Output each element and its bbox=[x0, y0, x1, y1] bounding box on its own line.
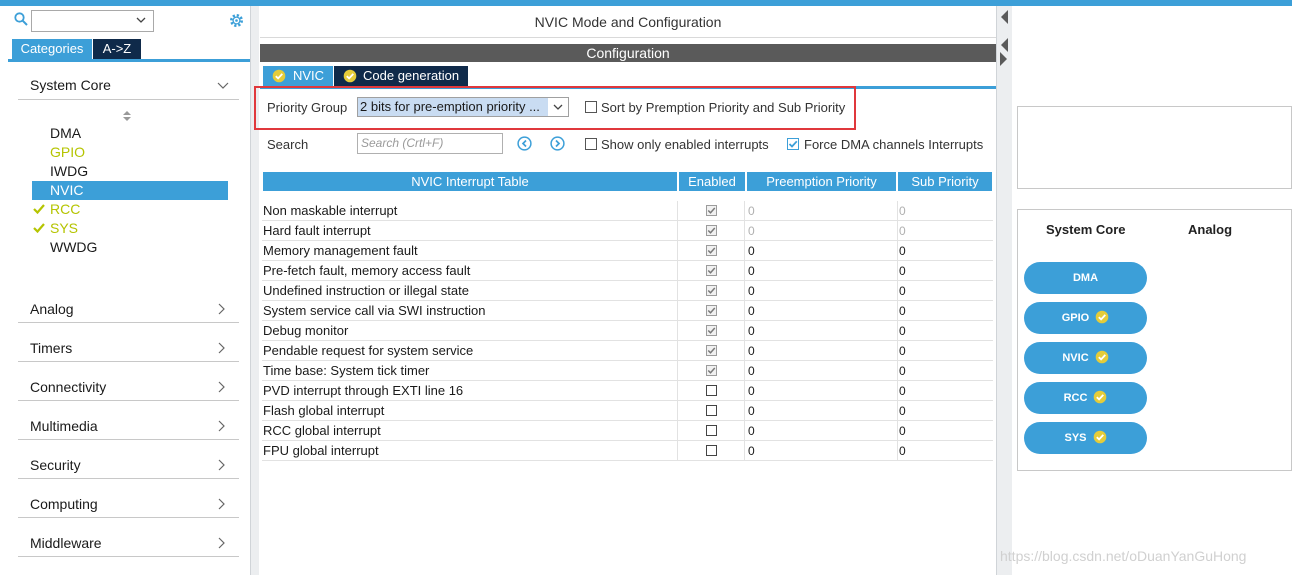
chevron-right-icon bbox=[215, 498, 227, 510]
check-circle-icon bbox=[343, 69, 357, 83]
component-search-input[interactable] bbox=[31, 10, 154, 32]
tab-nvic[interactable] bbox=[263, 66, 333, 86]
core-item-dma[interactable] bbox=[32, 124, 228, 143]
chevron-down-icon[interactable] bbox=[135, 14, 147, 26]
preemption-priority-cell[interactable]: 0 bbox=[744, 361, 897, 381]
interrupt-name: PVD interrupt through EXTI line 16 bbox=[263, 383, 464, 398]
tab-label: NVIC bbox=[293, 68, 325, 83]
enabled-cell bbox=[677, 241, 744, 261]
sub-priority-cell[interactable]: 0 bbox=[897, 241, 993, 261]
system-core-heading: System Core bbox=[1046, 222, 1126, 237]
enabled-checkbox bbox=[706, 365, 717, 376]
enabled-checkbox[interactable] bbox=[706, 405, 717, 416]
chevron-right-icon bbox=[215, 342, 227, 354]
enabled-cell bbox=[677, 441, 744, 461]
preemption-priority-cell[interactable]: 0 bbox=[744, 381, 897, 401]
preemption-priority-cell[interactable]: 0 bbox=[744, 321, 897, 341]
interrupt-name: Pendable request for system service bbox=[263, 343, 474, 358]
column-header-interrupt[interactable]: NVIC Interrupt Table bbox=[263, 172, 677, 191]
chevron-down-icon bbox=[217, 79, 229, 91]
collapse-left-icon[interactable] bbox=[1000, 10, 1008, 24]
interrupt-name: Non maskable interrupt bbox=[263, 203, 398, 218]
pill-label: GPIO bbox=[1061, 312, 1090, 324]
sub-priority-cell: 0 bbox=[897, 221, 993, 241]
collapse-left-icon[interactable] bbox=[1000, 38, 1008, 52]
interrupt-search-input[interactable]: Search (Crtl+F) bbox=[357, 133, 503, 154]
interrupt-name: Undefined instruction or illegal state bbox=[263, 283, 469, 298]
category-label: Connectivity bbox=[30, 379, 107, 395]
interrupt-name: Pre-fetch fault, memory access fault bbox=[263, 263, 471, 278]
check-icon bbox=[707, 366, 716, 375]
pill-label: SYS bbox=[1064, 432, 1087, 444]
category-label: Analog bbox=[30, 301, 74, 317]
sub-priority-cell[interactable]: 0 bbox=[897, 321, 993, 341]
analog-heading: Analog bbox=[1188, 222, 1233, 237]
interrupt-name: RCC global interrupt bbox=[263, 423, 381, 438]
preemption-priority-cell[interactable]: 0 bbox=[744, 341, 897, 361]
table-row[interactable] bbox=[262, 221, 993, 241]
column-header-sub-priority[interactable]: Sub Priority bbox=[898, 172, 992, 191]
previous-icon[interactable] bbox=[517, 136, 532, 151]
interrupt-name: Flash global interrupt bbox=[263, 403, 385, 418]
tab-categories[interactable]: Categories bbox=[12, 39, 92, 59]
table-row[interactable] bbox=[262, 341, 993, 361]
enabled-checkbox[interactable] bbox=[706, 425, 717, 436]
interrupt-name: Hard fault interrupt bbox=[263, 223, 371, 238]
interrupt-name: Time base: System tick timer bbox=[263, 363, 430, 378]
table-row[interactable] bbox=[262, 421, 993, 441]
tab-label: Code generation bbox=[363, 68, 460, 83]
core-item-label: DMA bbox=[50, 125, 82, 141]
check-icon bbox=[707, 206, 716, 215]
preemption-priority-cell[interactable]: 0 bbox=[744, 241, 897, 261]
check-circle-icon bbox=[1095, 350, 1109, 364]
table-row[interactable] bbox=[262, 301, 993, 321]
interrupt-name: Memory management fault bbox=[263, 243, 418, 258]
enabled-checkbox[interactable] bbox=[706, 385, 717, 396]
enabled-checkbox bbox=[706, 285, 717, 296]
column-header-enabled[interactable]: Enabled bbox=[679, 172, 745, 191]
check-circle-icon bbox=[1093, 390, 1107, 404]
check-circle-icon bbox=[272, 69, 286, 83]
core-item-rcc[interactable] bbox=[32, 200, 228, 219]
table-row[interactable] bbox=[262, 361, 993, 381]
show-enabled-label: Show only enabled interrupts bbox=[601, 137, 769, 152]
force-dma-label: Force DMA channels Interrupts bbox=[804, 137, 984, 152]
enabled-cell bbox=[677, 301, 744, 321]
system-pill-gpio[interactable] bbox=[1024, 302, 1147, 334]
chevron-right-icon bbox=[215, 459, 227, 471]
enabled-cell bbox=[677, 281, 744, 301]
check-icon bbox=[707, 326, 716, 335]
core-item-label: WWDG bbox=[50, 239, 98, 255]
preemption-priority-cell[interactable]: 0 bbox=[744, 441, 897, 461]
enabled-cell bbox=[677, 261, 744, 281]
table-row[interactable] bbox=[262, 261, 993, 281]
force-dma-checkbox[interactable] bbox=[787, 138, 799, 150]
core-item-label: IWDG bbox=[50, 163, 89, 179]
check-circle-icon bbox=[1095, 310, 1109, 324]
core-item-wwdg[interactable] bbox=[32, 238, 228, 257]
pill-label: RCC bbox=[1063, 392, 1088, 404]
interrupt-name: System service call via SWI instruction bbox=[263, 303, 486, 318]
next-icon[interactable] bbox=[550, 136, 565, 151]
table-row[interactable] bbox=[262, 381, 993, 401]
enabled-cell bbox=[677, 381, 744, 401]
priority-group-select[interactable] bbox=[357, 97, 569, 117]
chevron-right-icon bbox=[215, 537, 227, 549]
table-row[interactable] bbox=[262, 321, 993, 341]
category-analog[interactable] bbox=[18, 295, 239, 323]
tab-a-z[interactable]: A->Z bbox=[93, 39, 141, 59]
enabled-checkbox bbox=[706, 225, 717, 236]
enabled-checkbox bbox=[706, 265, 717, 276]
tab-underline bbox=[8, 59, 250, 62]
tab-code-generation[interactable] bbox=[334, 66, 468, 86]
table-row[interactable] bbox=[262, 281, 993, 301]
gear-icon[interactable] bbox=[228, 12, 245, 29]
category-system-core[interactable] bbox=[18, 70, 239, 100]
interrupt-name: Debug monitor bbox=[263, 323, 349, 338]
enabled-cell bbox=[677, 201, 744, 221]
chevron-down-icon[interactable] bbox=[552, 101, 564, 113]
enabled-cell bbox=[677, 221, 744, 241]
check-icon bbox=[32, 221, 46, 235]
system-pill-rcc[interactable] bbox=[1024, 382, 1147, 414]
interrupt-name: FPU global interrupt bbox=[263, 443, 379, 458]
collapse-right-icon[interactable] bbox=[1000, 52, 1008, 66]
enabled-cell bbox=[677, 341, 744, 361]
check-icon bbox=[707, 266, 716, 275]
preemption-priority-cell[interactable]: 0 bbox=[744, 421, 897, 441]
pinout-preview-panel bbox=[1017, 106, 1292, 189]
configuration-bar: Configuration bbox=[260, 44, 996, 62]
enabled-checkbox bbox=[706, 325, 717, 336]
system-pill-sys[interactable] bbox=[1024, 422, 1147, 454]
pill-label: NVIC bbox=[1062, 352, 1089, 364]
watermark: https://blog.csdn.net/oDuanYanGuHong bbox=[1000, 548, 1247, 564]
check-icon bbox=[707, 246, 716, 255]
right-splitter[interactable] bbox=[996, 6, 1012, 575]
sub-priority-cell: 0 bbox=[897, 201, 993, 221]
category-middleware[interactable] bbox=[18, 529, 239, 557]
preemption-priority-cell[interactable]: 0 bbox=[744, 401, 897, 421]
check-icon bbox=[707, 226, 716, 235]
preemption-priority-cell[interactable]: 0 bbox=[744, 301, 897, 321]
check-icon bbox=[707, 346, 716, 355]
preemption-priority-cell: 0 bbox=[744, 201, 897, 221]
preemption-priority-cell: 0 bbox=[744, 221, 897, 241]
chevron-right-icon bbox=[215, 303, 227, 315]
category-security[interactable] bbox=[18, 451, 239, 479]
priority-group-label: Priority Group bbox=[267, 100, 348, 115]
search-label: Search bbox=[267, 137, 309, 152]
enabled-checkbox bbox=[706, 305, 717, 316]
priority-group-value: 2 bits for pre-emption priority ... bbox=[358, 98, 548, 116]
search-icon[interactable] bbox=[14, 12, 28, 26]
category-label: Timers bbox=[30, 340, 73, 356]
check-icon bbox=[32, 202, 46, 216]
sort-priority-label: Sort by Premption Priority and Sub Priority bbox=[601, 100, 846, 115]
check-icon bbox=[707, 306, 716, 315]
enabled-cell bbox=[677, 321, 744, 341]
core-item-sys[interactable] bbox=[32, 219, 228, 238]
check-icon bbox=[707, 286, 716, 295]
category-timers[interactable] bbox=[18, 334, 239, 362]
enabled-checkbox bbox=[706, 245, 717, 256]
column-header-preemption[interactable]: Preemption Priority bbox=[747, 172, 896, 191]
category-computing[interactable] bbox=[18, 490, 239, 518]
sub-priority-cell[interactable]: 0 bbox=[897, 301, 993, 321]
sub-priority-cell[interactable]: 0 bbox=[897, 281, 993, 301]
category-connectivity[interactable] bbox=[18, 373, 239, 401]
show-enabled-checkbox[interactable] bbox=[585, 138, 597, 150]
core-item-label: SYS bbox=[50, 220, 79, 236]
preemption-priority-cell[interactable]: 0 bbox=[744, 281, 897, 301]
chevron-right-icon bbox=[215, 381, 227, 393]
table-row[interactable] bbox=[262, 201, 993, 221]
pill-label: DMA bbox=[1072, 272, 1099, 284]
sort-priority-checkbox[interactable] bbox=[585, 101, 597, 113]
sub-priority-cell[interactable]: 0 bbox=[897, 421, 993, 441]
enabled-checkbox bbox=[706, 345, 717, 356]
core-item-label: GPIO bbox=[50, 144, 86, 160]
preemption-priority-cell[interactable]: 0 bbox=[744, 261, 897, 281]
core-item-iwdg[interactable] bbox=[32, 162, 228, 181]
page-title: NVIC Mode and Configuration bbox=[260, 6, 996, 38]
category-label: System Core bbox=[30, 77, 111, 93]
chevron-right-icon bbox=[215, 420, 227, 432]
core-item-label: NVIC bbox=[50, 182, 84, 198]
sub-priority-cell[interactable]: 0 bbox=[897, 341, 993, 361]
sub-priority-cell[interactable]: 0 bbox=[897, 361, 993, 381]
enabled-cell bbox=[677, 421, 744, 441]
table-row[interactable] bbox=[262, 441, 993, 461]
category-label: Middleware bbox=[30, 535, 102, 551]
sort-arrows-icon[interactable] bbox=[122, 110, 132, 122]
category-label: Computing bbox=[30, 496, 98, 512]
core-item-label: RCC bbox=[50, 201, 81, 217]
enabled-checkbox[interactable] bbox=[706, 445, 717, 456]
sub-priority-cell[interactable]: 0 bbox=[897, 401, 993, 421]
category-multimedia[interactable] bbox=[18, 412, 239, 440]
enabled-checkbox bbox=[706, 205, 717, 216]
check-circle-icon bbox=[1093, 430, 1107, 444]
sub-priority-cell[interactable]: 0 bbox=[897, 261, 993, 281]
category-label: Multimedia bbox=[30, 418, 98, 434]
enabled-cell bbox=[677, 361, 744, 381]
category-label: Security bbox=[30, 457, 81, 473]
core-item-nvic[interactable] bbox=[32, 181, 228, 200]
table-row[interactable] bbox=[262, 241, 993, 261]
enabled-cell bbox=[677, 401, 744, 421]
core-item-gpio[interactable] bbox=[32, 143, 228, 162]
sub-priority-cell[interactable]: 0 bbox=[897, 441, 993, 461]
sub-priority-cell[interactable]: 0 bbox=[897, 381, 993, 401]
table-row[interactable] bbox=[262, 401, 993, 421]
system-pill-dma[interactable] bbox=[1024, 262, 1147, 294]
system-pill-nvic[interactable] bbox=[1024, 342, 1147, 374]
